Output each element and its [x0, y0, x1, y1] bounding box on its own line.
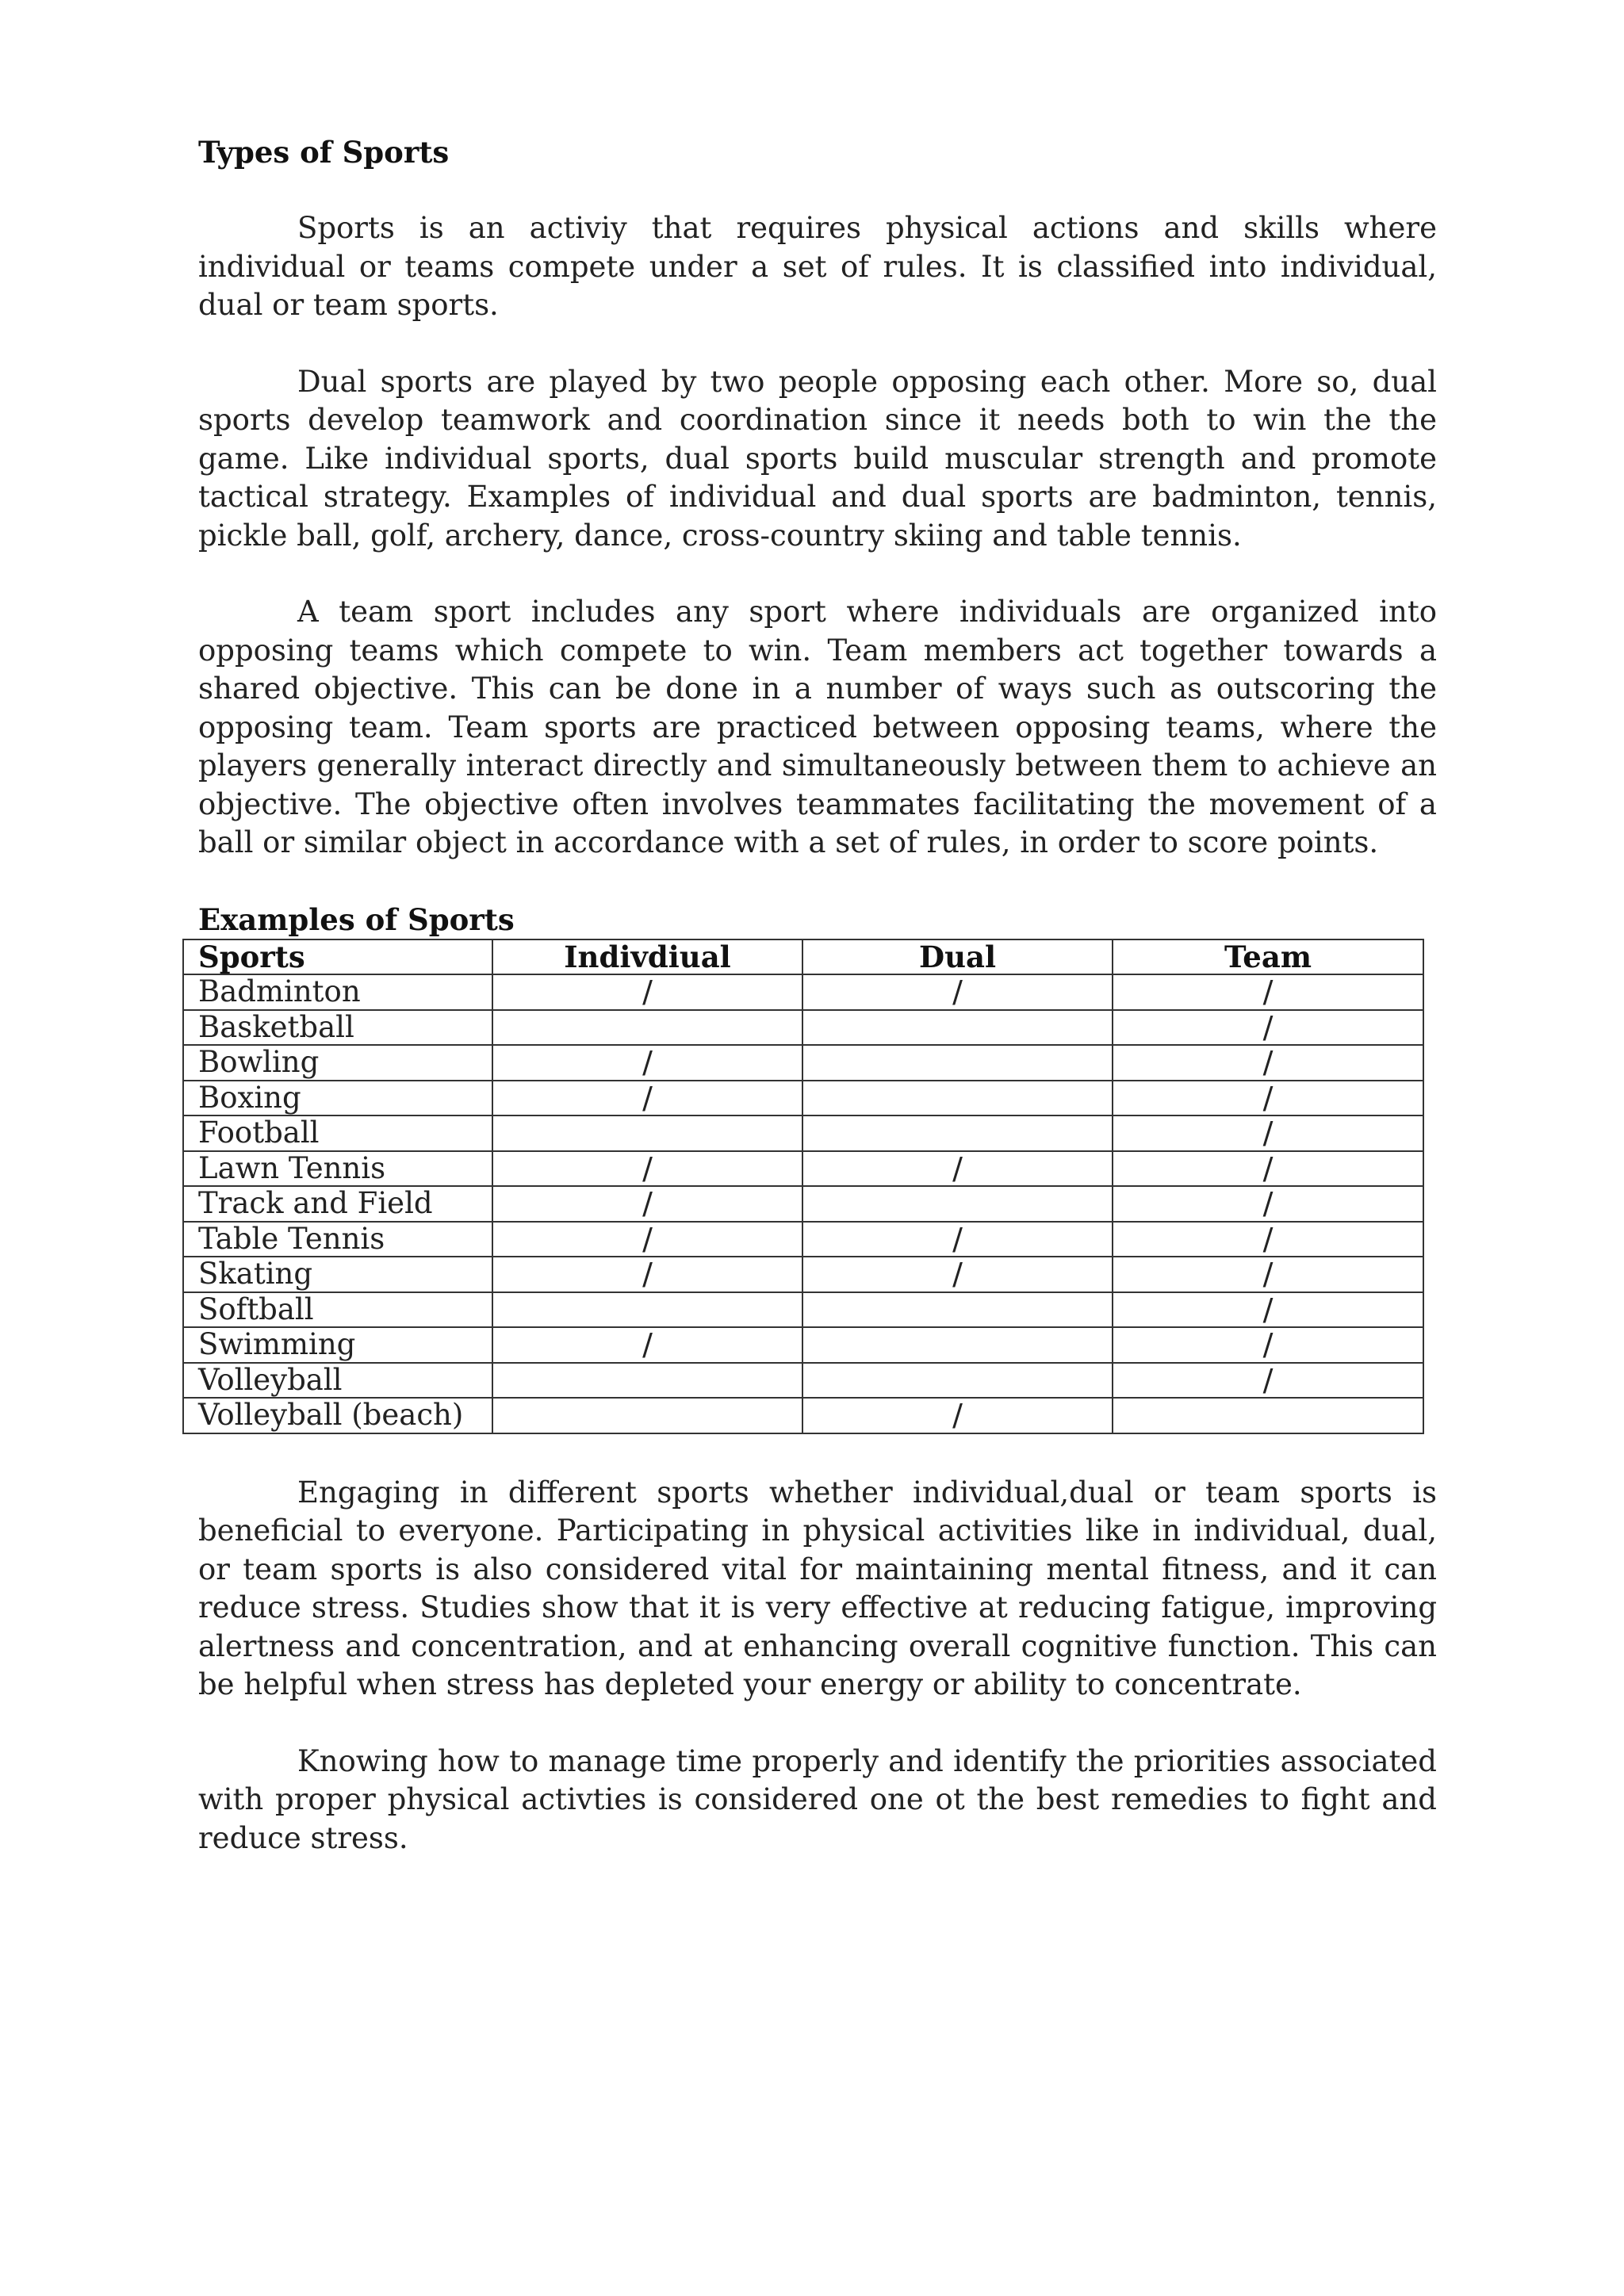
individual-check: / — [492, 1257, 802, 1292]
sport-name: Softball — [183, 1292, 492, 1328]
team-check: / — [1113, 1151, 1423, 1187]
sport-name: Lawn Tennis — [183, 1151, 492, 1187]
dual-check: / — [802, 1257, 1113, 1292]
header-sports: Sports — [183, 939, 492, 975]
table-row — [183, 1363, 1423, 1399]
individual-check — [492, 1398, 802, 1433]
sport-name: Table Tennis — [183, 1222, 492, 1257]
team-check: / — [1113, 1327, 1423, 1363]
sport-name: Skating — [183, 1257, 492, 1292]
document-page — [198, 133, 1437, 1858]
table-row — [183, 1257, 1423, 1292]
table-row — [183, 1151, 1423, 1187]
team-check: / — [1113, 1045, 1423, 1081]
sport-name: Basketball — [183, 1010, 492, 1046]
sports-table — [182, 939, 1424, 1434]
table-row — [183, 1045, 1423, 1081]
table-row — [183, 1010, 1423, 1046]
header-individual: Indivdiual — [492, 939, 802, 975]
paragraph-benefits: Engaging in different sports whether individual,dual or team sports is beneficial to everyone. Participating in physical activities like in individual, dual, or team sports is also considered vital for maintaining mental fitness, and it can reduce stress. Studies show that it is very effective at reducing fatigue, improving alertness and concentration, and at enhancing overall cognitive function. This can be helpful when stress has depleted your energy or ability to concentrate. — [198, 1475, 1437, 1701]
individual-check: / — [492, 1327, 802, 1363]
table-row — [183, 1327, 1423, 1363]
dual-check: / — [802, 1222, 1113, 1257]
dual-check — [802, 1010, 1113, 1046]
sport-name: Volleyball (beach) — [183, 1398, 492, 1433]
table-header-row — [183, 939, 1423, 975]
table-row — [183, 974, 1423, 1010]
paragraph-dual-sports: Dual sports are played by two people opposing each other. More so, dual sports develop teamwork and coordination since it needs both to win the the game. Like individual sports, dual sports build muscular strength and promote tactical strategy. Examples of individual and dual sports are badminton, tennis, pickle ball, golf, archery, dance, cross-country skiing and table tennis. — [198, 364, 1437, 553]
individual-check: / — [492, 1151, 802, 1187]
team-check: / — [1113, 1081, 1423, 1116]
paragraph-time-management: Knowing how to manage time properly and identify the priorities associated with proper physical activties is considered one ot the best remedies to fight and reduce stress. — [198, 1743, 1437, 1855]
individual-check: / — [492, 974, 802, 1010]
table-row — [183, 1398, 1423, 1433]
sport-name: Track and Field — [183, 1186, 492, 1222]
team-check: / — [1113, 1010, 1423, 1046]
sport-name: Boxing — [183, 1081, 492, 1116]
dual-check — [802, 1292, 1113, 1328]
individual-check: / — [492, 1045, 802, 1081]
team-check: / — [1113, 1222, 1423, 1257]
table-row — [183, 1222, 1423, 1257]
sport-name: Bowling — [183, 1045, 492, 1081]
paragraph-team-sports: A team sport includes any sport where individuals are organized into opposing teams which compete to win. Team members act together towards a shared objective. This can be done in a number of ways such as outscoring the opposing team. Team sports are practiced between opposing teams, where the players generally interact directly and simultaneously between them to achieve an objective. The objective often involves teammates facilitating the movement of a ball or similar object in accordance with a set of rules, in order to score points. — [198, 595, 1437, 859]
header-dual: Dual — [802, 939, 1113, 975]
individual-check: / — [492, 1186, 802, 1222]
team-check: / — [1113, 1363, 1423, 1399]
sport-name: Volleyball — [183, 1363, 492, 1399]
team-check — [1113, 1398, 1423, 1433]
dual-check — [802, 1363, 1113, 1399]
dual-check — [802, 1115, 1113, 1151]
dual-check — [802, 1186, 1113, 1222]
dual-check — [802, 1327, 1113, 1363]
document-heading: Types of Sports — [198, 135, 450, 170]
individual-check: / — [492, 1081, 802, 1116]
sport-name: Badminton — [183, 974, 492, 1010]
team-check: / — [1113, 1257, 1423, 1292]
team-check: / — [1113, 1186, 1423, 1222]
table-row — [183, 1186, 1423, 1222]
table-title: Examples of Sports — [198, 901, 515, 937]
dual-check: / — [802, 974, 1113, 1010]
sport-name: Swimming — [183, 1327, 492, 1363]
table-row — [183, 1292, 1423, 1328]
individual-check — [492, 1115, 802, 1151]
dual-check: / — [802, 1151, 1113, 1187]
individual-check — [492, 1292, 802, 1328]
individual-check: / — [492, 1222, 802, 1257]
team-check: / — [1113, 974, 1423, 1010]
individual-check — [492, 1363, 802, 1399]
dual-check: / — [802, 1398, 1113, 1433]
sport-name: Football — [183, 1115, 492, 1151]
team-check: / — [1113, 1292, 1423, 1328]
dual-check — [802, 1081, 1113, 1116]
paragraph-intro: Sports is an activiy that requires physical actions and skills where individual or teams compete under a set of rules. It is classified into individual, dual or team sports. — [198, 211, 1437, 322]
table-row — [183, 1081, 1423, 1116]
table-row — [183, 1115, 1423, 1151]
dual-check — [802, 1045, 1113, 1081]
individual-check — [492, 1010, 802, 1046]
header-team: Team — [1113, 939, 1423, 975]
team-check: / — [1113, 1115, 1423, 1151]
